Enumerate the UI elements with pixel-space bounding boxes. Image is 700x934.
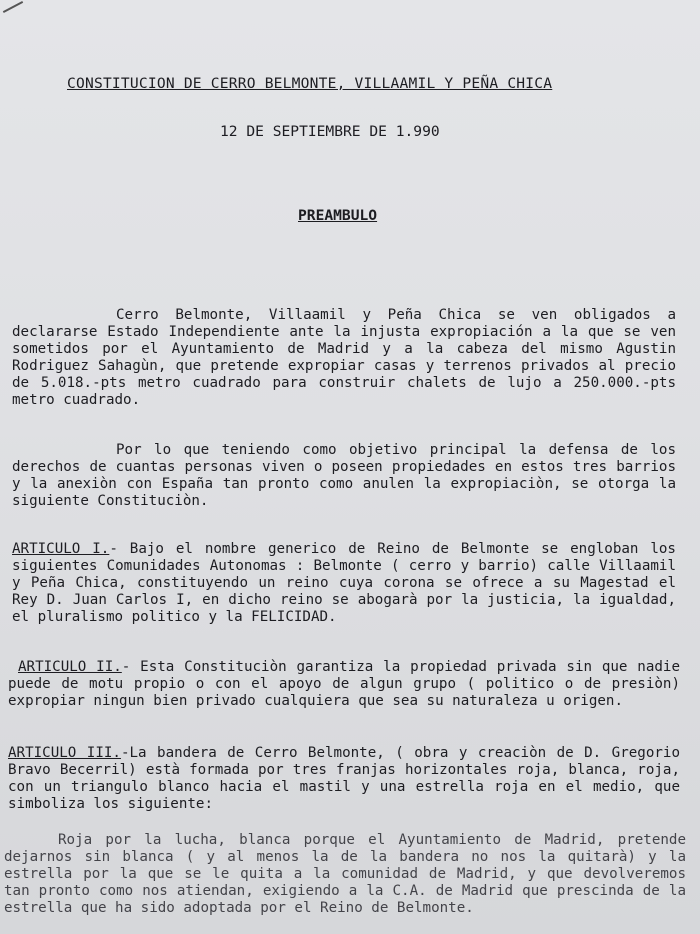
article-1 [12, 541, 676, 626]
document-title: CONSTITUCION DE CERRO BELMONTE, VILLAAMIL Y PEÑA CHICA [67, 75, 553, 92]
article-3-detail-text: Roja por la lucha, blanca porque el Ayuntamiento de Madrid, pretende dejarnos sin blanca ( y al menos la de la bandera no nos la quitarà) y la estrella por la que se le quita a la comunidad de Madrid, y que devolveremos tan pronto como nos atiendan, exigiendo a la C.A. de Madrid que prescinda de la estrella que ha sido adoptada por el Reino de Belmonte. [4, 832, 686, 916]
preamble-paragraph-2: Por lo que teniendo como objetivo principal la defensa de los derechos de cuantas personas viven o poseen propiedades en estos tres barrios y la anexiòn con España tan pronto como anulen la expropiaciòn, se otorga la siguiente Constituciòn. [12, 442, 676, 509]
article-3-label: ARTICULO III. [8, 745, 121, 761]
article-1-label: ARTICULO I. [12, 541, 110, 557]
pen-mark [3, 1, 23, 13]
article-2-label: ARTICULO II. [18, 659, 122, 675]
article-1-text: - Bajo el nombre generico de Reino de Belmonte se engloban los siguientes Comunidades Autonomas : Belmonte ( cerro y barrio) calle Villaamil y Peña Chica, constituyendo un reino cuya corona se ofrece a su Magestad el Rey D. Juan Carlos I, en dicho reino se abogarà por la justicia, la igualdad, el pluralismo politico y la FELICIDAD. [12, 541, 676, 625]
article-3-detail [4, 832, 686, 917]
article-3 [8, 745, 680, 813]
article-2 [8, 659, 680, 710]
section-heading: PREAMBULO [298, 207, 378, 224]
article-2-text: - Esta Constituciòn garantiza la propiedad privada sin que nadie puede de motu propio o con el apoyo de algun grupo ( politico o de presiòn) expropiar ningun bien privado cualquiera que sea su naturaleza u origen. [8, 659, 681, 709]
document-date: 12 DE SEPTIEMBRE DE 1.990 [220, 123, 440, 140]
article-3-text: -La bandera de Cerro Belmonte, ( obra y creaciòn de D. Gregorio Bravo Becerril) està formada por tres franjas horizontales roja, blanca, roja, con un triangulo blanco hacia el mastil y una estrella roja en el medio, que simboliza los siguiente: [8, 745, 680, 812]
preamble-paragraph-1: Cerro Belmonte, Villaamil y Peña Chica se ven obligados a declararse Estado Independiente ante la injusta expropiación a la que se ven sometidos por el Ayuntamiento de Madrid y a la cabeza del mismo Agustin Rodriguez Sahagùn, que pretende expropiar casas y terrenos privados al precio de 5.018.-pts metro cuadrado para construir chalets de lujo a 250.000.-pts metro cuadrado. [12, 307, 676, 408]
